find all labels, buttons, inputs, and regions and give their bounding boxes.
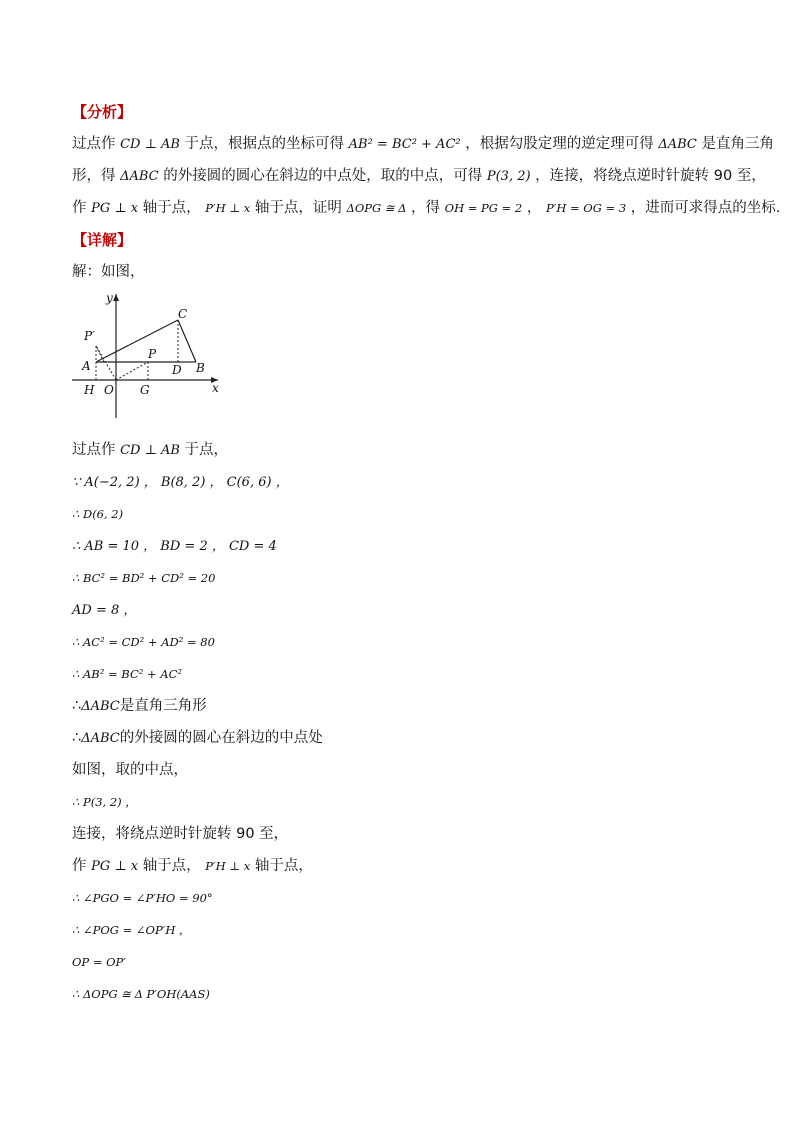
step-line [72, 952, 126, 972]
math-expr: CD ⊥ AB [120, 443, 180, 458]
segment-CB [178, 320, 196, 362]
analysis-line-1 [72, 134, 774, 155]
step-line [72, 568, 215, 588]
text: ，进而可求得点的坐标. [630, 200, 781, 216]
step-line [72, 696, 207, 717]
detail-intro: 解：如图， [72, 264, 145, 280]
detail-heading: 【详解】 [72, 231, 133, 249]
math-expr: ∴ AB = 10 ， BD = 2 ， CD = 4 [72, 539, 277, 554]
step-line [72, 792, 137, 812]
geometry-figure [72, 288, 232, 420]
text: ∴ [72, 730, 82, 746]
step-line [72, 856, 313, 877]
math-expr: ∴ AB² = BC² + AC² [72, 667, 183, 681]
text: ∴ [72, 698, 82, 714]
math-expr: PG ⊥ x [91, 859, 139, 874]
text: 是直角三角形 [119, 698, 207, 714]
text: 过点作 [72, 136, 116, 152]
step-line [72, 824, 288, 844]
math-expr: ∵ A(−2, 2) ， B(8, 2) ， C(6, 6) ， [72, 475, 289, 490]
label-A: A [82, 359, 91, 373]
text: 是直角三角 [701, 136, 774, 152]
label-H: H [84, 383, 95, 397]
text: 过点作 [72, 442, 116, 458]
step-line [72, 888, 213, 908]
segment-OP [116, 362, 148, 380]
step-line [72, 600, 136, 621]
step-line [72, 440, 228, 461]
math-expr: ∴ D(6, 2) [72, 507, 124, 521]
math-expr: ΔOPG ≅ Δ [346, 201, 407, 215]
math-expr: ∴ ΔOPG ≅ Δ P′OH(AAS) [72, 987, 210, 1001]
label-G: G [140, 383, 150, 397]
math-expr: ΔABC [658, 137, 697, 152]
analysis-heading: 【分析】 [72, 103, 133, 121]
math-expr: P(3, 2) [486, 169, 531, 184]
step-line [72, 728, 323, 749]
math-expr: AD = 8 ， [72, 603, 137, 618]
math-expr: P′H ⊥ x [205, 201, 251, 215]
label-x: x [212, 381, 219, 395]
math-expr: PG ⊥ x [91, 201, 139, 216]
analysis-line-2 [72, 166, 766, 187]
text: 连接，将绕点逆时针旋转 90 至， [72, 826, 289, 842]
label-y: y [106, 291, 113, 305]
math-expr: ∴ AC² = CD² + AD² = 80 [72, 635, 215, 649]
text: 作 [72, 858, 87, 874]
step-line [72, 504, 123, 524]
text: ， [526, 200, 542, 216]
step-line [72, 632, 215, 652]
text: 如图，取的中点， [72, 762, 188, 778]
math-expr: ∴ ∠POG = ∠OP′H ， [72, 923, 191, 937]
text: 的外接圆的圆心在斜边的中点处 [119, 730, 323, 746]
text: ，得 [411, 200, 441, 216]
step-line [72, 472, 289, 493]
step-line [72, 984, 210, 1004]
math-expr: ∴ ∠PGO = ∠P′HO = 90° [72, 891, 213, 905]
math-expr: OP = OP′ [72, 955, 126, 969]
segment-AC [96, 320, 178, 362]
text: 轴于点，证明 [254, 200, 342, 216]
math-expr: OH = PG = 2 [444, 201, 523, 215]
step-line [72, 760, 188, 780]
label-P-prime: P′ [84, 329, 95, 343]
text: 作 [72, 200, 87, 216]
math-expr: ∴ P(3, 2) ， [72, 795, 137, 809]
text: 轴于点， [142, 858, 201, 874]
text: 轴于点， [142, 200, 201, 216]
math-expr: P′H ⊥ x [205, 859, 251, 873]
coordinate-diagram [72, 288, 232, 420]
text: 的外接圆的圆心在斜边的中点处，取的中点，可得 [163, 168, 483, 184]
text: ，根据勾股定理的逆定理可得 [465, 136, 654, 152]
text: 形，得 [72, 168, 116, 184]
step-line [72, 664, 182, 684]
label-C: C [178, 307, 188, 321]
label-P: P [148, 347, 157, 361]
math-expr: CD ⊥ AB [120, 137, 180, 152]
math-expr: ΔABC [81, 731, 120, 746]
analysis-line-3 [72, 198, 780, 219]
text: 于点，根据点的坐标可得 [184, 136, 345, 152]
text: 轴于点， [254, 858, 313, 874]
y-axis-arrow-icon [113, 294, 119, 301]
step-line [72, 536, 277, 557]
label-O: O [104, 383, 114, 397]
math-expr: P′H = OG = 3 [545, 201, 627, 215]
math-expr: ∴ BC² = BD² + CD² = 20 [72, 571, 216, 585]
math-expr: AB² = BC² + AC² [348, 137, 461, 152]
label-D: D [172, 363, 182, 377]
text: 于点， [184, 442, 229, 458]
math-expr: ΔABC [120, 169, 159, 184]
label-B: B [196, 361, 205, 375]
math-expr: ΔABC [81, 699, 120, 714]
text: ，连接，将绕点逆时针旋转 90 至， [535, 168, 766, 184]
step-line [72, 920, 191, 940]
